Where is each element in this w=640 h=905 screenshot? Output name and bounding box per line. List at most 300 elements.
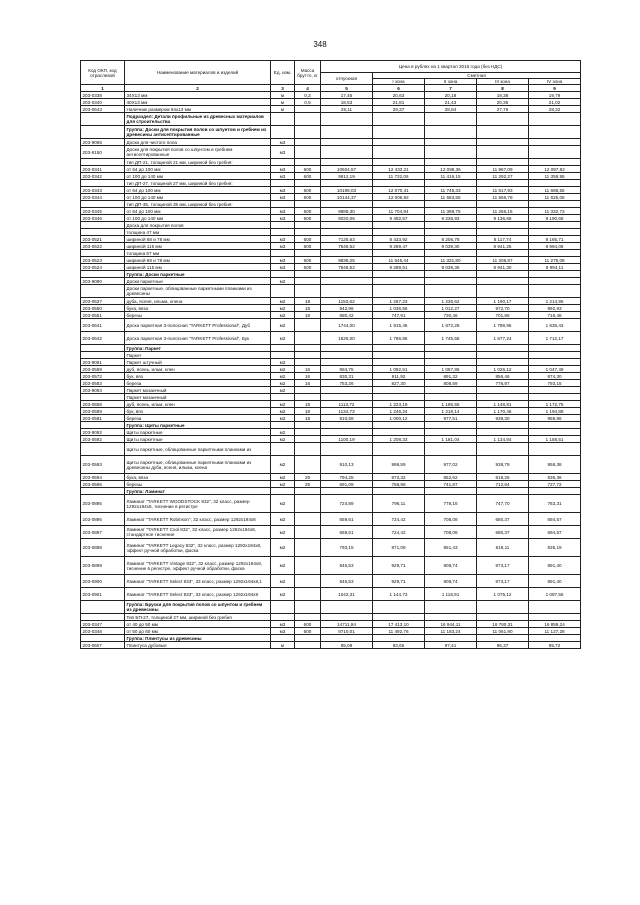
cell-price-zone-3: [477, 278, 529, 285]
cell-price-wholesale: 9889,30: [321, 208, 373, 215]
cell-name: березы: [125, 312, 271, 319]
cell-mass: [295, 113, 321, 126]
cell-price-wholesale: 1042,31: [321, 588, 373, 601]
cell-price-zone-4: 1 712,17: [529, 332, 581, 345]
cell-unit: м2: [271, 526, 295, 539]
header-index-2: 2: [125, 85, 271, 92]
cell-unit: м: [271, 106, 295, 113]
cell-unit: м2: [271, 415, 295, 422]
cell-price-wholesale: [321, 113, 373, 126]
cell-price-zone-4: [529, 429, 581, 436]
cell-mass: [295, 250, 321, 257]
cell-name: 34Х13 мм: [125, 92, 271, 99]
cell-price-zone-1: [373, 394, 425, 401]
cell-name: шириной 68 и 78 мм: [125, 236, 271, 243]
cell-price-zone-4: 958,86: [529, 415, 581, 422]
cell-price-zone-1: [373, 222, 425, 229]
cell-price-zone-2: 20,18: [425, 92, 477, 99]
cell-price-wholesale: [321, 443, 373, 456]
cell-price-wholesale: 14711,94: [321, 621, 373, 628]
cell-name: березы: [125, 481, 271, 488]
cell-unit: м2: [271, 298, 295, 305]
cell-price-zone-1: 12 433,21: [373, 166, 425, 173]
cell-price-zone-1: 758,98: [373, 481, 425, 488]
cell-unit: м: [271, 642, 295, 649]
cell-price-zone-2: 708,08: [425, 513, 477, 526]
cell-price-zone-3: 680,37: [477, 513, 529, 526]
cell-unit: м3: [271, 146, 295, 159]
table-row: [81, 436, 581, 443]
header-zone-1: I зона: [373, 79, 425, 85]
cell-code: 203-0348: [81, 628, 125, 635]
cell-name: Группа: Паркет: [125, 345, 271, 352]
cell-mass: [295, 387, 321, 394]
cell-code: 203-0898: [81, 539, 125, 557]
table-row: [81, 257, 581, 264]
cell-unit: [271, 180, 295, 187]
cell-name: шириной 68 и 78 мм: [125, 257, 271, 264]
cell-code: [81, 635, 125, 642]
cell-price-zone-3: [477, 113, 529, 126]
cell-price-zone-4: 694,57: [529, 526, 581, 539]
table-subheading-row: [81, 229, 581, 236]
cell-price-zone-3: 16 760,31: [477, 621, 529, 628]
cell-name: Группа: Доски для покрытия полов со шпунтом и гребнем из древесины антисептированные: [125, 126, 271, 139]
cell-price-zone-3: 1 677,24: [477, 332, 529, 345]
table-row: [81, 173, 581, 180]
table-row: [81, 359, 581, 366]
cell-name: Ламинат "TARKETT Vintage 832", 32 класс, размер 1292х194х8, тиснение в регистре, эффект ручной обработки, фаска: [125, 557, 271, 575]
cell-unit: м3: [271, 208, 295, 215]
cell-price-zone-2: [425, 488, 477, 495]
cell-name: Доска паркетная 3-полосная "TARKETT Professional", Бук: [125, 332, 271, 345]
cell-mass: [295, 488, 321, 495]
cell-code: [81, 159, 125, 166]
cell-price-zone-4: 836,36: [529, 474, 581, 481]
cell-mass: 18: [295, 408, 321, 415]
cell-unit: [271, 394, 295, 401]
cell-unit: м2: [271, 373, 295, 380]
cell-price-zone-2: 908,74: [425, 557, 477, 575]
header-index-5: 5: [321, 85, 373, 92]
cell-code: 203-0595: [81, 481, 125, 488]
cell-price-wholesale: [321, 278, 373, 285]
header-index-4: 4: [295, 85, 321, 92]
cell-mass: 600: [295, 208, 321, 215]
cell-mass: 18: [295, 415, 321, 422]
cell-price-zone-2: [425, 201, 477, 208]
cell-name: шириной 115 мм: [125, 264, 271, 271]
cell-name: от 100 до 140 мм: [125, 194, 271, 201]
cell-mass: 600: [295, 264, 321, 271]
cell-price-zone-1: [373, 422, 425, 429]
cell-price-wholesale: [321, 359, 373, 366]
cell-unit: [271, 614, 295, 621]
table-row: [81, 92, 581, 99]
header-mass: Масса брутто, кг: [295, 61, 321, 85]
cell-price-zone-4: 891,40: [529, 575, 581, 588]
cell-price-wholesale: 18,53: [321, 99, 373, 106]
cell-code: 203-0338: [81, 92, 125, 99]
cell-mass: 18: [295, 312, 321, 319]
cell-price-zone-4: 1 097,56: [529, 588, 581, 601]
cell-name: Плинтуса дубовые: [125, 642, 271, 649]
cell-unit: м2: [271, 539, 295, 557]
cell-unit: м2: [271, 456, 295, 474]
cell-price-wholesale: 942,96: [321, 305, 373, 312]
cell-unit: [271, 345, 295, 352]
cell-name: Доска паркетная 3-полосная "TARKETT Professional", Дуб: [125, 319, 271, 332]
cell-price-zone-3: [477, 126, 529, 139]
cell-price-zone-3: 747,70: [477, 495, 529, 513]
table-body: [81, 92, 581, 649]
cell-price-zone-1: [373, 443, 425, 456]
cell-price-zone-4: [529, 113, 581, 126]
cell-price-zone-2: [425, 345, 477, 352]
cell-unit: м2: [271, 380, 295, 387]
cell-price-wholesale: [321, 285, 373, 298]
cell-unit: м2: [271, 387, 295, 394]
cell-price-zone-4: [529, 146, 581, 159]
cell-price-zone-1: 11 645,44: [373, 257, 425, 264]
cell-price-zone-2: 730,46: [425, 312, 477, 319]
cell-price-zone-4: 95,72: [529, 642, 581, 649]
cell-code: [81, 201, 125, 208]
cell-price-zone-2: [425, 271, 477, 278]
cell-price-zone-1: 747,91: [373, 312, 425, 319]
cell-mass: [295, 456, 321, 474]
cell-price-wholesale: 994,75: [321, 366, 373, 373]
cell-price-zone-4: [529, 222, 581, 229]
cell-code: 203-0607: [81, 642, 125, 649]
cell-price-zone-2: 852,62: [425, 474, 477, 481]
table-row: [81, 215, 581, 222]
cell-price-zone-2: [425, 278, 477, 285]
cell-mass: [295, 159, 321, 166]
cell-code: [81, 345, 125, 352]
cell-price-zone-4: [529, 271, 581, 278]
cell-unit: м3: [271, 173, 295, 180]
cell-price-zone-1: 12 006,92: [373, 194, 425, 201]
cell-price-zone-1: [373, 285, 425, 298]
cell-price-zone-2: 1 872,26: [425, 319, 477, 332]
cell-price-zone-4: 727,72: [529, 481, 581, 488]
cell-name: Группа: Доски паркетные: [125, 271, 271, 278]
cell-mass: [295, 394, 321, 401]
cell-name: дуб, ясень, ильм, клен: [125, 366, 271, 373]
cell-price-wholesale: [321, 352, 373, 359]
table-row: [81, 319, 581, 332]
cell-name: от 100 до 140 мм: [125, 215, 271, 222]
table-row: [81, 526, 581, 539]
cell-price-zone-3: [477, 394, 529, 401]
header-estimated: Сметная: [373, 73, 581, 79]
cell-name: Доски паркетные: [125, 278, 271, 285]
cell-price-zone-4: 21,02: [529, 99, 581, 106]
table-row: [81, 481, 581, 488]
cell-unit: м2: [271, 359, 295, 366]
cell-price-zone-3: 1 075,12: [477, 588, 529, 601]
cell-price-zone-1: [373, 614, 425, 621]
cell-price-zone-1: [373, 113, 425, 126]
cell-price-zone-2: 891,32: [425, 373, 477, 380]
cell-mass: 16: [295, 380, 321, 387]
cell-price-wholesale: [321, 601, 373, 614]
cell-price-wholesale: 794,25: [321, 474, 373, 481]
cell-price-zone-1: [373, 271, 425, 278]
cell-price-zone-2: [425, 359, 477, 366]
cell-name: Паркет мозаичный: [125, 387, 271, 394]
cell-price-zone-3: 939,30: [477, 415, 529, 422]
cell-name: бука, вяза: [125, 474, 271, 481]
cell-code: 203-0346: [81, 215, 125, 222]
cell-code: 203-0594: [81, 474, 125, 481]
cell-price-zone-3: [477, 614, 529, 621]
cell-code: 203-0522: [81, 243, 125, 250]
cell-unit: [271, 635, 295, 642]
cell-code: 203-9150: [81, 146, 125, 159]
cell-name: Паркет штучный: [125, 359, 271, 366]
cell-mass: 16: [295, 366, 321, 373]
cell-mass: [295, 201, 321, 208]
table-row: [81, 298, 581, 305]
cell-mass: [295, 495, 321, 513]
cell-mass: 600: [295, 187, 321, 194]
cell-mass: [295, 126, 321, 139]
cell-price-zone-2: 808,59: [425, 380, 477, 387]
cell-price-zone-3: 96,37: [477, 642, 529, 649]
cell-unit: м3: [271, 264, 295, 271]
cell-name: Ламинат "TARKETT Cool 832", 32 класс, размер 1292х194х8, стандартное тиснение: [125, 526, 271, 539]
header-index-8: 8: [477, 85, 529, 92]
table-section-row: [81, 488, 581, 495]
cell-price-zone-4: 1 214,95: [529, 298, 581, 305]
cell-unit: [271, 201, 295, 208]
cell-price-zone-2: 8 206,78: [425, 236, 477, 243]
cell-mass: 16: [295, 373, 321, 380]
table-row: [81, 539, 581, 557]
cell-price-zone-4: 1 194,88: [529, 408, 581, 415]
cell-name: бук, вяз: [125, 373, 271, 380]
cell-mass: [295, 345, 321, 352]
cell-code: 203-0900: [81, 575, 125, 588]
cell-price-zone-4: [529, 345, 581, 352]
cell-price-wholesale: [321, 394, 373, 401]
cell-mass: [295, 588, 321, 601]
cell-price-wholesale: 1744,00: [321, 319, 373, 332]
cell-price-zone-2: 9 236,93: [425, 215, 477, 222]
cell-price-zone-1: 1 092,51: [373, 366, 425, 373]
cell-mass: 0,3: [295, 92, 321, 99]
cell-code: 203-9065: [81, 139, 125, 146]
cell-price-zone-4: 19,79: [529, 92, 581, 99]
cell-price-zone-4: 958,38: [529, 456, 581, 474]
cell-price-zone-4: [529, 126, 581, 139]
cell-price-zone-1: [373, 601, 425, 614]
cell-price-zone-4: [529, 139, 581, 146]
cell-price-wholesale: 9838,25: [321, 257, 373, 264]
cell-mass: [295, 106, 321, 113]
cell-price-zone-3: 9 136,69: [477, 215, 529, 222]
cell-code: 203-0896: [81, 513, 125, 526]
table-subheading-row: [81, 250, 581, 257]
cell-price-zone-2: 977,02: [425, 456, 477, 474]
cell-name: Ламинат "TARKETT Select 933", 33 класс, размер 1292х194х8,1: [125, 575, 271, 588]
price-table: [80, 60, 581, 649]
cell-price-wholesale: 659,61: [321, 513, 373, 526]
cell-price-zone-1: 17 413,10: [373, 621, 425, 628]
cell-unit: м2: [271, 366, 295, 373]
cell-unit: м: [271, 99, 295, 106]
cell-code: 203-0341: [81, 166, 125, 173]
cell-code: [81, 250, 125, 257]
cell-price-wholesale: [321, 222, 373, 229]
cell-price-zone-2: [425, 139, 477, 146]
cell-name: толщина 57 мм: [125, 250, 271, 257]
cell-unit: м2: [271, 278, 295, 285]
cell-price-zone-2: [425, 614, 477, 621]
cell-mass: 600: [295, 166, 321, 173]
cell-code: 203-0551: [81, 312, 125, 319]
cell-price-zone-4: 11 686,55: [529, 187, 581, 194]
cell-price-zone-2: [425, 285, 477, 298]
cell-unit: [271, 422, 295, 429]
cell-price-zone-1: [373, 278, 425, 285]
cell-price-zone-4: [529, 180, 581, 187]
cell-unit: [271, 229, 295, 236]
cell-code: [81, 488, 125, 495]
cell-price-zone-3: [477, 443, 529, 456]
cell-mass: [295, 635, 321, 642]
cell-code: 203-0344: [81, 194, 125, 201]
cell-unit: [271, 271, 295, 278]
cell-unit: [271, 113, 295, 126]
cell-code: 203-0550: [81, 305, 125, 312]
cell-price-wholesale: 846,53: [321, 575, 373, 588]
cell-unit: м3: [271, 257, 295, 264]
cell-price-zone-1: [373, 180, 425, 187]
table-row: [81, 146, 581, 159]
cell-price-zone-2: 97,41: [425, 642, 477, 649]
cell-name: от 64 до 100 мм: [125, 208, 271, 215]
cell-name: Доска для покрытия полов: [125, 222, 271, 229]
cell-price-zone-1: [373, 159, 425, 166]
table-row: [81, 628, 581, 635]
cell-name: от 64 до 100 мм: [125, 187, 271, 194]
table-section-row: [81, 345, 581, 352]
cell-price-zone-2: [425, 126, 477, 139]
cell-unit: м2: [271, 436, 295, 443]
table-subheading-row: [81, 159, 581, 166]
table-subheading-row: [81, 614, 581, 621]
cell-price-wholesale: 17,45: [321, 92, 373, 99]
cell-price-zone-4: 1 836,43: [529, 319, 581, 332]
cell-price-zone-1: 871,08: [373, 539, 425, 557]
cell-price-zone-1: 11 492,76: [373, 628, 425, 635]
cell-name: Группа: Бруски для покрытия полов со шпунтом и гребнем из древесины: [125, 601, 271, 614]
cell-price-zone-3: 1 170,46: [477, 408, 529, 415]
cell-mass: 0,5: [295, 99, 321, 106]
cell-name: Подраздел: Детали профильные из древесных материалов для строительства: [125, 113, 271, 126]
cell-mass: [295, 642, 321, 649]
cell-unit: [271, 159, 295, 166]
cell-mass: 600: [295, 236, 321, 243]
cell-price-zone-4: [529, 229, 581, 236]
cell-price-zone-3: 873,17: [477, 557, 529, 575]
header-wholesale: отпускная: [321, 73, 373, 85]
cell-name: береза: [125, 415, 271, 422]
cell-price-wholesale: 846,53: [321, 557, 373, 575]
cell-price-wholesale: [321, 614, 373, 621]
cell-price-wholesale: [321, 422, 373, 429]
table-subheading-row: [81, 285, 581, 298]
cell-price-zone-3: [477, 429, 529, 436]
cell-price-wholesale: [321, 271, 373, 278]
cell-unit: м3: [271, 166, 295, 173]
header-index-3: 3: [271, 85, 295, 92]
cell-price-zone-1: 1 000,12: [373, 415, 425, 422]
cell-price-wholesale: 680,42: [321, 312, 373, 319]
table-row: [81, 99, 581, 106]
cell-price-zone-3: [477, 345, 529, 352]
cell-price-zone-4: [529, 359, 581, 366]
cell-mass: 18: [295, 305, 321, 312]
cell-price-zone-1: 929,71: [373, 575, 425, 588]
table-row: [81, 243, 581, 250]
cell-price-wholesale: 910,13: [321, 456, 373, 474]
cell-name: от 40 до 50 мм: [125, 621, 271, 628]
cell-price-zone-4: [529, 201, 581, 208]
cell-unit: [271, 488, 295, 495]
cell-code: 203-0537: [81, 298, 125, 305]
header-code: Код ОКП, код отраслевой: [81, 61, 125, 85]
cell-price-zone-3: 938,79: [477, 456, 529, 474]
cell-unit: м3: [271, 236, 295, 243]
cell-price-zone-1: 21,81: [373, 99, 425, 106]
cell-price-zone-4: [529, 614, 581, 621]
cell-price-wholesale: [321, 229, 373, 236]
cell-mass: 25: [295, 474, 321, 481]
cell-code: 203-0340: [81, 99, 125, 106]
cell-code: 203-0345: [81, 208, 125, 215]
cell-price-zone-3: 701,86: [477, 312, 529, 319]
cell-mass: [295, 513, 321, 526]
cell-price-zone-3: [477, 222, 529, 229]
cell-mass: [295, 271, 321, 278]
cell-price-wholesale: 1100,19: [321, 436, 373, 443]
cell-price-zone-4: 1 047,49: [529, 366, 581, 373]
cell-price-wholesale: 7848,52: [321, 264, 373, 271]
cell-price-zone-3: 776,97: [477, 380, 529, 387]
cell-price-zone-2: 11 745,33: [425, 187, 477, 194]
cell-name: Щиты паркетные: [125, 429, 271, 436]
cell-code: 203-0641: [81, 319, 125, 332]
cell-price-zone-1: 20,63: [373, 92, 425, 99]
cell-code: 203-0593: [81, 456, 125, 474]
cell-price-zone-1: 929,71: [373, 557, 425, 575]
cell-price-zone-2: 11 416,15: [425, 173, 477, 180]
cell-price-zone-2: [425, 387, 477, 394]
cell-mass: 600: [295, 215, 321, 222]
cell-price-zone-4: 716,48: [529, 312, 581, 319]
cell-code: 203-9091: [81, 359, 125, 366]
header-price-group: Цена в рублях на 1 квартал 2016 года (без НДС): [321, 61, 581, 73]
cell-code: 203-0643: [81, 106, 125, 113]
cell-price-wholesale: 7125,63: [321, 236, 373, 243]
cell-unit: м2: [271, 495, 295, 513]
cell-price-zone-3: [477, 229, 529, 236]
cell-code: [81, 394, 125, 401]
